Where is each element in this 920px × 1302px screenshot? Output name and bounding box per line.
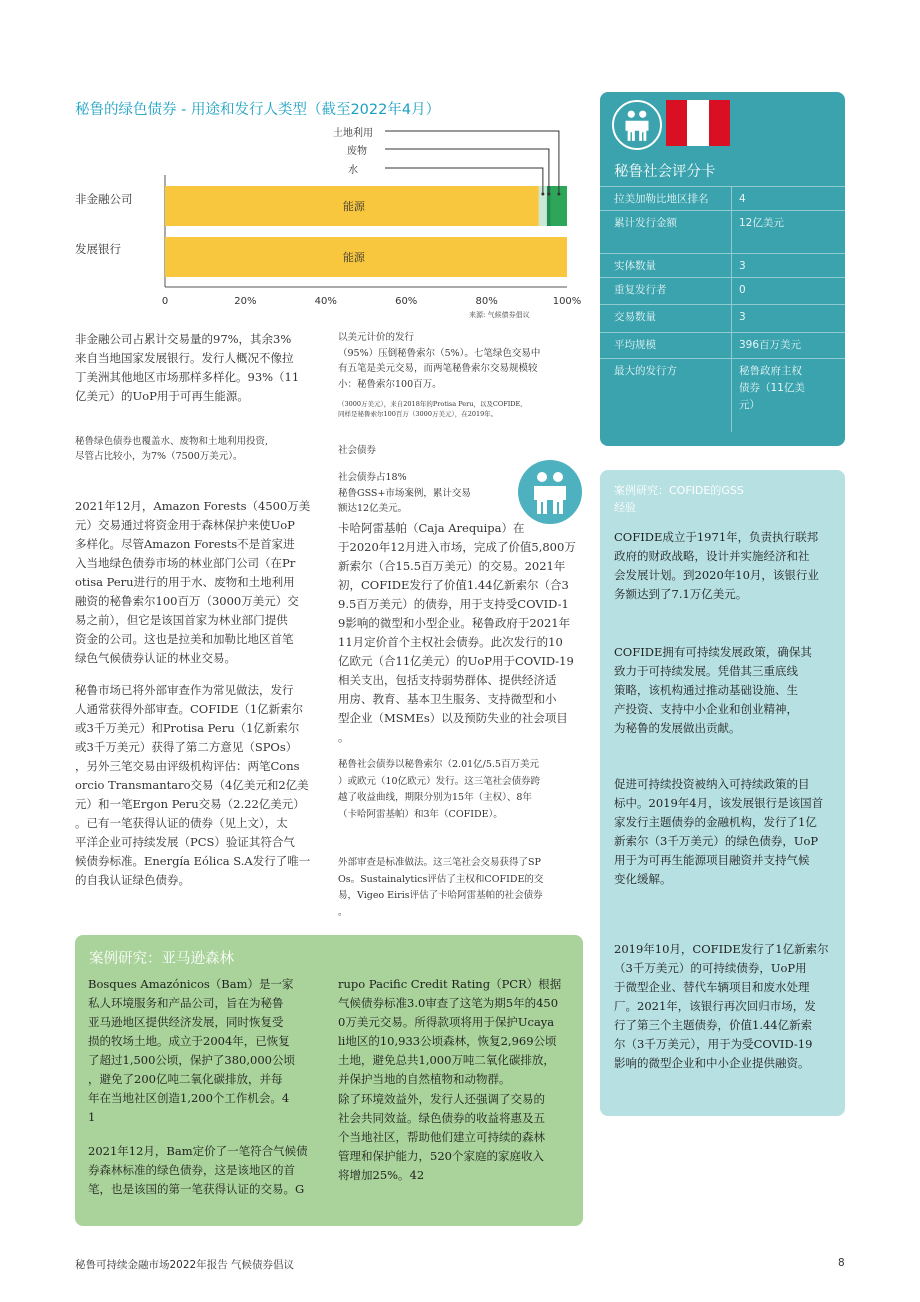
- scorecard-row-value: 396百万美元: [739, 339, 802, 351]
- scorecard-row-label: 累计发行金额: [614, 217, 677, 229]
- x-tick-label: 20%: [234, 296, 257, 307]
- page-number: 8: [838, 1257, 845, 1269]
- amazon-right-paragraph-2: 除了环境效益外，发行人还强调了交易的 社会共同效益。绿色债券的收益将惠及五 个当地社区，帮助他们建立可持续的森林 管理和保护能力，520个家庭的家庭收入 将增加25%。42: [338, 1092, 545, 1182]
- scorecard-row: [600, 253, 845, 278]
- bar-chart: [0, 0, 600, 320]
- scorecard-row-value: 4: [739, 193, 746, 205]
- scorecard-row: [600, 304, 845, 333]
- bar-data-label: 能源: [342, 200, 365, 213]
- bar-data-label: 能源: [342, 251, 365, 264]
- amazon-left-paragraph-2: 2021年12月，Bam定价了一笔符合气候债 券森林标准的绿色债券，这是该地区的首 笔，也是该国的第一笔获得认证的交易。G: [88, 1144, 308, 1196]
- category-label-nonfinancial: 非金融公司: [75, 192, 133, 206]
- x-tick-label: 40%: [314, 296, 337, 307]
- scorecard-row: [600, 186, 845, 211]
- case-study-cofide: [600, 470, 845, 1116]
- cofide-paragraph-1: COFIDE成立于1971年，负责执行联邦 政府的财政战略，设计并实施经济和社 会发展计划。到2020年10月，该银行业 务额达到了7.1万亿美元。: [614, 530, 819, 601]
- scorecard-row-label: 重复发行者: [614, 284, 667, 296]
- bar-segment-1-0: [165, 237, 567, 277]
- scorecard-row-label: 拉美加勒比地区排名: [614, 193, 709, 205]
- scorecard-row-label: 平均规模: [614, 339, 656, 351]
- callout-label-land-use: 土地利用: [333, 128, 373, 139]
- cofide-paragraph-4: 2019年10月，COFIDE发行了1亿新索尔 （3千万美元）的可持续债券，UoP用 于微型企业、替代车辆项目和废水处理 厂。2021年，该银行再次回归市场，发 行了第三个主题债券，价值1.44亿新索 尔（3千万美元），用于为受COVID-19 影响的微型企业和中小企业提供融资。: [614, 942, 829, 1070]
- left-paragraph-4: 秘鲁市场已将外部审查作为常见做法，发行 人通常获得外部审查。COFIDE（1亿新索尔 或3千万美元）和Protisa Peru（1亿新索尔 或3千万美元）获得了第二方意见（SPOs） ，另外三笔交易由评级机构评估：两笔Cons orcio Transmantaro交易（4亿美元和2亿美 元）和一笔Ergon Peru交易（2.22亿美元） 。已有一笔获得认证的债券（见上文），太 平洋企业可持续发展（PCS）验证其符合气 候债券标准。Energía Eólica S.A发行了唯一 的自我认证绿色债券。: [75, 683, 311, 887]
- cofide-paragraph-3: 促进可持续投资被纳入可持续政策的目 标中。2019年4月，该发展银行是该国首 家发行主题债券的金融机构，发行了1亿 新索尔（3千万美元）的绿色债券，UoP 用于为可再生能源项目融资并支持气候 变化缓解。: [614, 777, 824, 886]
- case-study-amazon: [75, 935, 583, 1226]
- leader-land-use-dot: [557, 193, 560, 196]
- chart-title: 秘鲁的绿色债券 - 用途和发行人类型（截至2022年4月）: [75, 102, 441, 118]
- left-paragraph-1: 非金融公司占累计交易量的97%，其余3% 来自当地国家发展银行。发行人概况不像拉 丁美洲其他地区市场那样多样化。93%（11 亿美元）的UoP用于可再生能源。: [75, 332, 300, 403]
- scorecard-row: [600, 210, 845, 254]
- scorecard-row-value: 秘鲁政府主权 债券（11亿美 元）: [739, 365, 805, 411]
- cofide-paragraph-2: COFIDE拥有可持续发展政策，确保其 致力于可持续发展。凭借其三重底线 策略，该机构通过推动基础设施、生 产投资、支持中小企业和创业精神， 为秘鲁的发展做出贡献。: [614, 645, 812, 735]
- scorecard-row-label: 交易数量: [614, 311, 656, 323]
- scorecard-row: [600, 277, 845, 305]
- middle-paragraph-5: 外部审查是标准做法。这三笔社会交易获得了SP Os。Sustainalytics评估了主权和COFIDE的交 易，Vigeo Eiris评估了卡哈阿雷基帕的社会债券 。: [338, 857, 544, 918]
- footer-text: 秘鲁可持续金融市场2022年报告 气候债券倡议: [75, 1259, 295, 1271]
- social-bonds-heading: 社会债券: [338, 445, 377, 456]
- peru-flag-icon: [666, 100, 730, 146]
- middle-paragraph-4: 秘鲁社会债券以秘鲁索尔（2.01亿/5.5百万美元 ）或欧元（10亿欧元）发行。这三笔社会债券跨 越了收益曲线，期限分别为15年（主权）、8年 （卡哈阿雷基帕）和3年（COFIDE）。: [338, 759, 541, 820]
- callout-label-water: 水: [348, 165, 358, 176]
- leader-land-use: [385, 131, 559, 194]
- scorecard-row-label: 实体数量: [614, 260, 656, 272]
- amazon-left-paragraph-1: Bosques Amazónicos（Bam）是一家 私人环境服务和产品公司，旨在为秘鲁 亚马逊地区提供经济发展，同时恢复受 损的牧场土地。成立于2004年，已恢复 了超过1,500公顷，保护了380,000公顷 ，避免了200亿吨二氧化碳排放，并每 年在当地社区创造1,200个工作机会。4 1: [88, 977, 295, 1124]
- scorecard-title: 秘鲁社会评分卡: [614, 164, 716, 180]
- leader-waste-dot: [547, 193, 550, 196]
- x-tick-label: 100%: [552, 296, 582, 307]
- leader-water-dot: [541, 193, 544, 196]
- scorecard-row-label: 最大的发行方: [614, 365, 677, 377]
- scorecard-row-value: 12亿美元: [739, 217, 784, 229]
- cofide-title: 案例研究：COFIDE的GSS 经验: [614, 484, 744, 514]
- middle-paragraph-1: 以美元计价的发行 （95%）压倒秘鲁索尔（5%）。七笔绿色交易中 有五笔是美元交易，而两笔秘鲁索尔交易规模较 小：秘鲁索尔100百万。: [338, 332, 541, 390]
- scorecard-row-value: 0: [739, 284, 746, 296]
- chart-source: 来源: 气候债券倡议: [469, 311, 530, 319]
- social-scorecard: [600, 92, 845, 446]
- category-label-devbank: 发展银行: [75, 242, 121, 256]
- x-tick-label: 60%: [395, 296, 418, 307]
- scorecard-row-value: 3: [739, 260, 746, 272]
- left-paragraph-2: 秘鲁绿色债券也覆盖水、废物和土地利用投资, 尽管占比较小，为7%（7500万美元）。: [75, 436, 269, 462]
- x-tick-label: 80%: [475, 296, 498, 307]
- amazon-right-paragraph-1: rupo Pacific Credit Rating（PCR）根据 气候债券标准3.0审查了这笔为期5年的450 0万美元交易。所得款项将用于保护Ucaya li地区的10,933公顷森林，恢复2,969公顷 土地，避免总共1,000万吨二氧化碳排放， 并保护当地的自然植物和动物群。: [338, 977, 562, 1086]
- left-paragraph-3: 2021年12月，Amazon Forests（4500万美 元）交易通过将资金用于森林保护来使UoP 多样化。尽管Amazon Forests不是首家进 入当地绿色债券市场的林业部门公司（在Pr otisa Peru进行的用于水、废物和土地利用 融资的秘鲁索尔100百万（3000万美元）交 易之前），但它是该国首家为林业部门提供 资金的公司。这也是拉美和加勒比地区首笔 绿色气候债券认证的林业交易。: [75, 499, 311, 665]
- amazon-title: 案例研究：亚马逊森林: [89, 951, 234, 967]
- scorecard-row: [600, 332, 845, 359]
- callout-label-waste: 废物: [347, 146, 367, 157]
- middle-paragraph-2: 社会债券占18% 秘鲁GSS+市场案例，累计交易 额达12亿美元。: [338, 472, 471, 514]
- middle-paragraph-3: 卡哈阿雷基帕（Caja Arequipa）在 于2020年12月进入市场，完成了价值5,800万 新索尔（合15.5百万美元）的交易。2021年 初，COFIDE发行了价值1.44亿新索尔（合3 9.5百万美元）的债券，用于支持受COVID-1 9影响的微型和小型企业。秘鲁政府于2021年 11月定价首个主权社会债券。此次发行的10 亿欧元（合11亿美元）的UoP用于COVID-19 相关支出，包括支持弱势群体、提供经济适 用房、教育、基本卫生服务、支持微型和小 型企业（MSMEs）以及预防失业的社会项目 。: [338, 521, 576, 744]
- social-people-icon: [518, 460, 582, 524]
- scorecard-row-value: 3: [739, 311, 746, 323]
- scorecard-row: [600, 358, 845, 433]
- scorecard-people-icon: [612, 100, 662, 150]
- x-tick-label: 0: [161, 296, 169, 307]
- middle-footnote: （3000万美元），来自2018年的Protisa Peru，以及COFIDE, 同样是秘鲁索尔100百万（3000万美元），在2019年。: [338, 400, 523, 418]
